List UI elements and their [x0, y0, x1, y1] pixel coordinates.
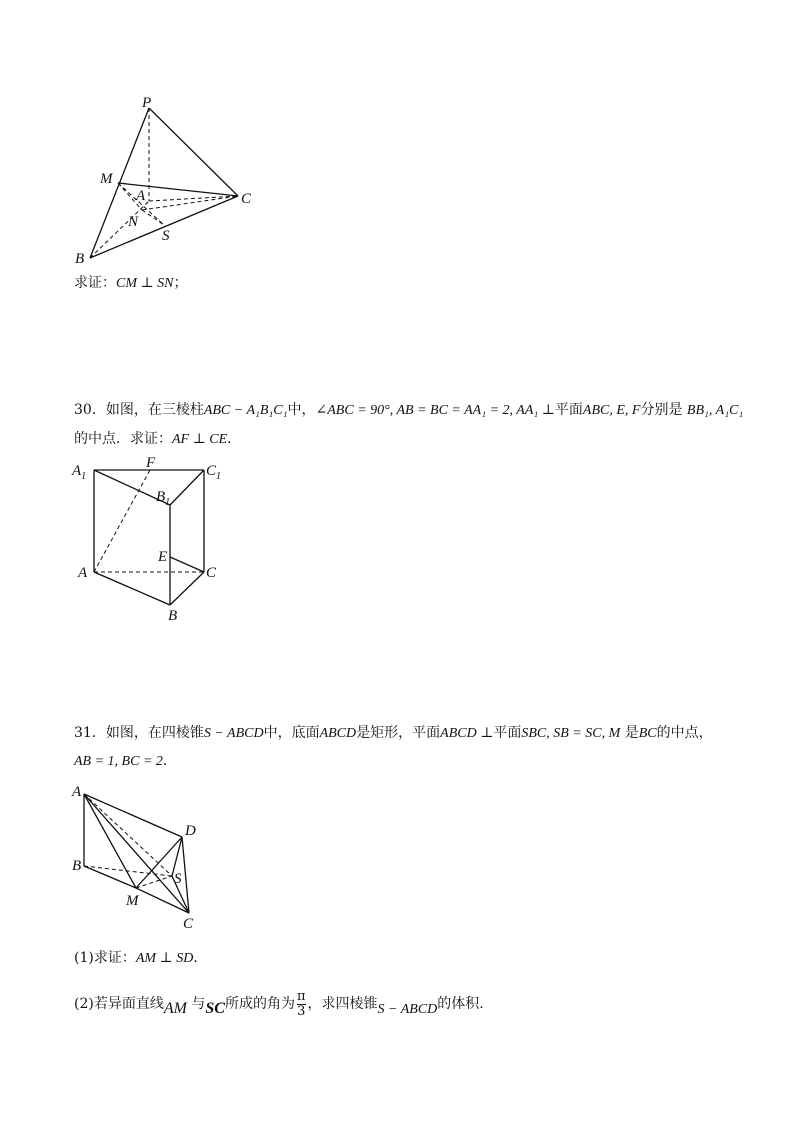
q29-prove-expr: CM ⊥ SN — [116, 276, 174, 291]
q31-part2-text-b: 与 — [191, 996, 206, 1012]
q31-part2-text-e: 的体积. — [437, 996, 484, 1012]
q31-part2-sc: SC — [205, 1000, 225, 1017]
fraction-numerator: π — [296, 988, 306, 1004]
q30-text-end: ． — [227, 431, 242, 447]
label-E: E — [158, 549, 168, 565]
label-C: C — [183, 916, 194, 930]
q31-pyramid: S − ABCD — [203, 726, 264, 741]
label-B: B — [72, 858, 82, 874]
label-B1: $B_1$ — [156, 489, 171, 508]
q30-prove: AF ⊥ CE — [172, 432, 228, 447]
q31-part1-end: ． — [193, 950, 208, 966]
label-S: S — [162, 228, 170, 244]
q29-prove-label: 求证： — [74, 275, 116, 291]
q30-line2 — [74, 429, 241, 450]
q31-part1-expr: AM ⊥ SD — [135, 951, 194, 966]
label-B: B — [75, 251, 85, 267]
label-D: D — [185, 823, 196, 839]
q31-part2-text-d: ，求四棱锥 — [307, 996, 378, 1012]
label-P: P — [142, 95, 152, 111]
q31-given-end: ． — [162, 753, 177, 769]
label-C: C — [241, 191, 252, 207]
q31-plane1: ABCD ⊥ — [440, 726, 494, 741]
q31-text-c: 是矩形，平面 — [356, 725, 441, 741]
q29-prove-end: ； — [173, 275, 188, 291]
label-M: M — [126, 893, 139, 909]
q31-part2-text-a: (2)若异面直线 — [74, 996, 164, 1012]
q31-text-b: 中，底面 — [263, 725, 320, 741]
fraction-pi-over-3 — [297, 990, 306, 1019]
q30-points: ABC, E, F — [582, 403, 641, 418]
label-B: B — [168, 608, 178, 624]
label-N: N — [128, 214, 139, 230]
label-A1: $A_1$ — [72, 463, 87, 482]
q31-part2 — [74, 986, 484, 1023]
q31-base: ABCD — [319, 726, 357, 741]
label-A: A — [136, 188, 146, 204]
q31-text-e: 是 — [624, 725, 639, 741]
label-M: M — [100, 171, 113, 187]
q31-part2-pyramid: S − ABCD — [377, 1002, 438, 1017]
label-C: C — [206, 565, 217, 581]
q31-line2 — [74, 751, 177, 772]
q31-text-f: 的中点， — [656, 725, 713, 741]
q31-number: 31． — [74, 725, 106, 741]
q30-text-d: 分别是 — [640, 402, 683, 418]
q30-conditions: ∠ABC = 90°, AB = BC = AA₁ = 2, AA₁ ⊥ — [315, 403, 555, 418]
q30-text-e: 的中点．求证： — [74, 431, 172, 447]
q31-line1 — [74, 723, 713, 744]
q31-bc: BC — [638, 726, 657, 741]
q30-text-b: 中， — [287, 402, 316, 418]
q31-given: AB = 1, BC = 2 — [74, 754, 163, 769]
label-A: A — [78, 565, 88, 581]
q31-part2-am: AM — [163, 1000, 187, 1017]
q30-segments: BB₁, A₁C₁ — [686, 403, 744, 418]
fraction-denominator: 3 — [297, 1003, 306, 1019]
label-F: F — [146, 455, 156, 471]
q30-number: 30． — [74, 402, 106, 418]
label-C1: $C_1$ — [206, 463, 222, 482]
q31-text-a: 如图，在四棱锥 — [105, 725, 204, 741]
q31-part2-text-c: 所成的角为 — [224, 996, 295, 1012]
figure-tetrahedron — [70, 88, 270, 268]
q31-part1 — [74, 948, 207, 969]
q31-plane2: SBC, SB = SC, M — [521, 726, 621, 741]
q30-text-a: 如图，在三棱柱 — [105, 402, 204, 418]
q30-prism: ABC − A₁B₁C₁ — [203, 403, 288, 418]
q29-prove — [74, 273, 188, 294]
label-A: A — [72, 784, 82, 800]
q31-part1-label: (1)求证： — [74, 950, 136, 966]
figure-prism — [64, 455, 244, 625]
q30-text-c: 平面 — [554, 402, 583, 418]
label-S: S — [174, 871, 182, 887]
figure-pyramid — [66, 780, 216, 930]
q30-line1 — [74, 400, 743, 421]
q31-text-d: 平面 — [493, 725, 522, 741]
